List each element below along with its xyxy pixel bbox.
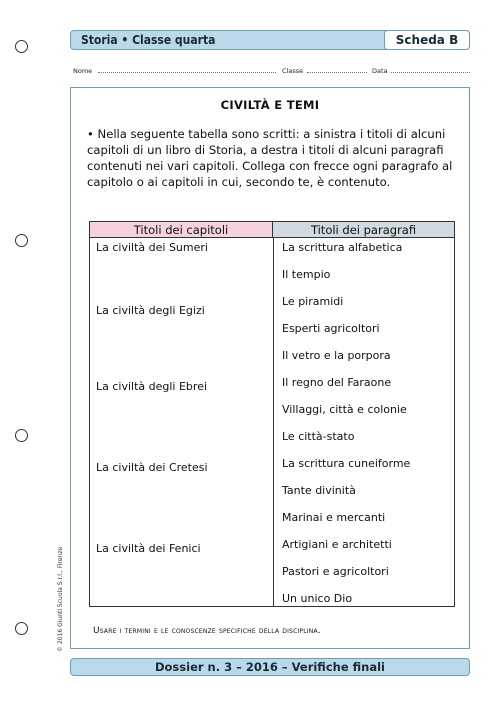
paragraph-item[interactable]: La scrittura cuneiforme [282,457,411,470]
chapter-item[interactable]: La civiltà dei Cretesi [96,461,208,474]
data-field[interactable] [391,72,470,73]
paragraph-item[interactable]: Un unico Dio [282,592,353,605]
instructions-text: • Nella seguente tabella sono scritti: a sinistra i titoli di alcuni capitoli di un libro di Storia, a destra i titoli di alcuni paragrafi contenuti nei vari capitoli. Collega con frecce ogni paragrafo al capitolo o ai capitoli in cui, secondo te, è contenuto. [87,127,453,189]
nome-field[interactable] [98,72,276,73]
footer-bar: Dossier n. 3 – 2016 – Verifiche finali [70,658,470,676]
chapter-item[interactable]: La civiltà dei Fenici [96,542,201,555]
paragraph-item[interactable]: Tante divinità [282,484,356,497]
nome-label: Nome [73,67,93,75]
paragraph-item[interactable]: La scrittura alfabetica [282,241,403,254]
paragraph-item[interactable]: Il regno del Faraone [282,376,392,389]
header-bar [70,30,470,50]
column-header-chapters: Titoli dei capitoli [90,222,273,238]
binder-hole-4 [15,622,28,635]
chapter-item[interactable]: La civiltà dei Sumeri [96,241,208,254]
binder-hole-2 [15,234,28,247]
column-divider [273,238,274,606]
paragraph-item[interactable]: Villaggi, città e colonie [282,403,407,416]
chapter-item[interactable]: La civiltà degli Ebrei [96,380,208,393]
classe-label: Classe [282,67,304,75]
discipline-footnote: Usare i termini e le conoscenze specifiche della disciplina. [93,626,321,636]
data-label: Data [372,67,388,75]
column-header-paragraphs: Titoli dei paragrafi [273,222,454,238]
paragraph-item[interactable]: Il tempio [282,268,331,281]
paragraph-item[interactable]: Marinai e mercanti [282,511,386,524]
worksheet-frame [70,87,470,649]
student-info-row [70,67,470,79]
chapter-item[interactable]: La civiltà degli Egizi [96,304,205,317]
copyright-text: © 2016 Giunti Scuola S.r.l., Firenze [57,546,64,652]
paragraph-item[interactable]: Le città-stato [282,430,355,443]
paragraph-item[interactable]: Il vetro e la porpora [282,349,391,362]
paragraph-item[interactable]: Artigiani e architetti [282,538,392,551]
scheda-badge: Scheda B [384,30,470,50]
paragraph-item[interactable]: Le piramidi [282,295,344,308]
binder-hole-1 [15,40,28,53]
matching-table [89,221,455,607]
classe-field[interactable] [307,72,367,73]
paragraph-item[interactable]: Esperti agricoltori [282,322,380,335]
subject-label: Storia • Classe quarta [81,33,216,47]
paragraph-item[interactable]: Pastori e agricoltori [282,565,389,578]
binder-hole-3 [15,429,28,442]
worksheet-title: CIVILTÀ E TEMI [220,98,320,112]
